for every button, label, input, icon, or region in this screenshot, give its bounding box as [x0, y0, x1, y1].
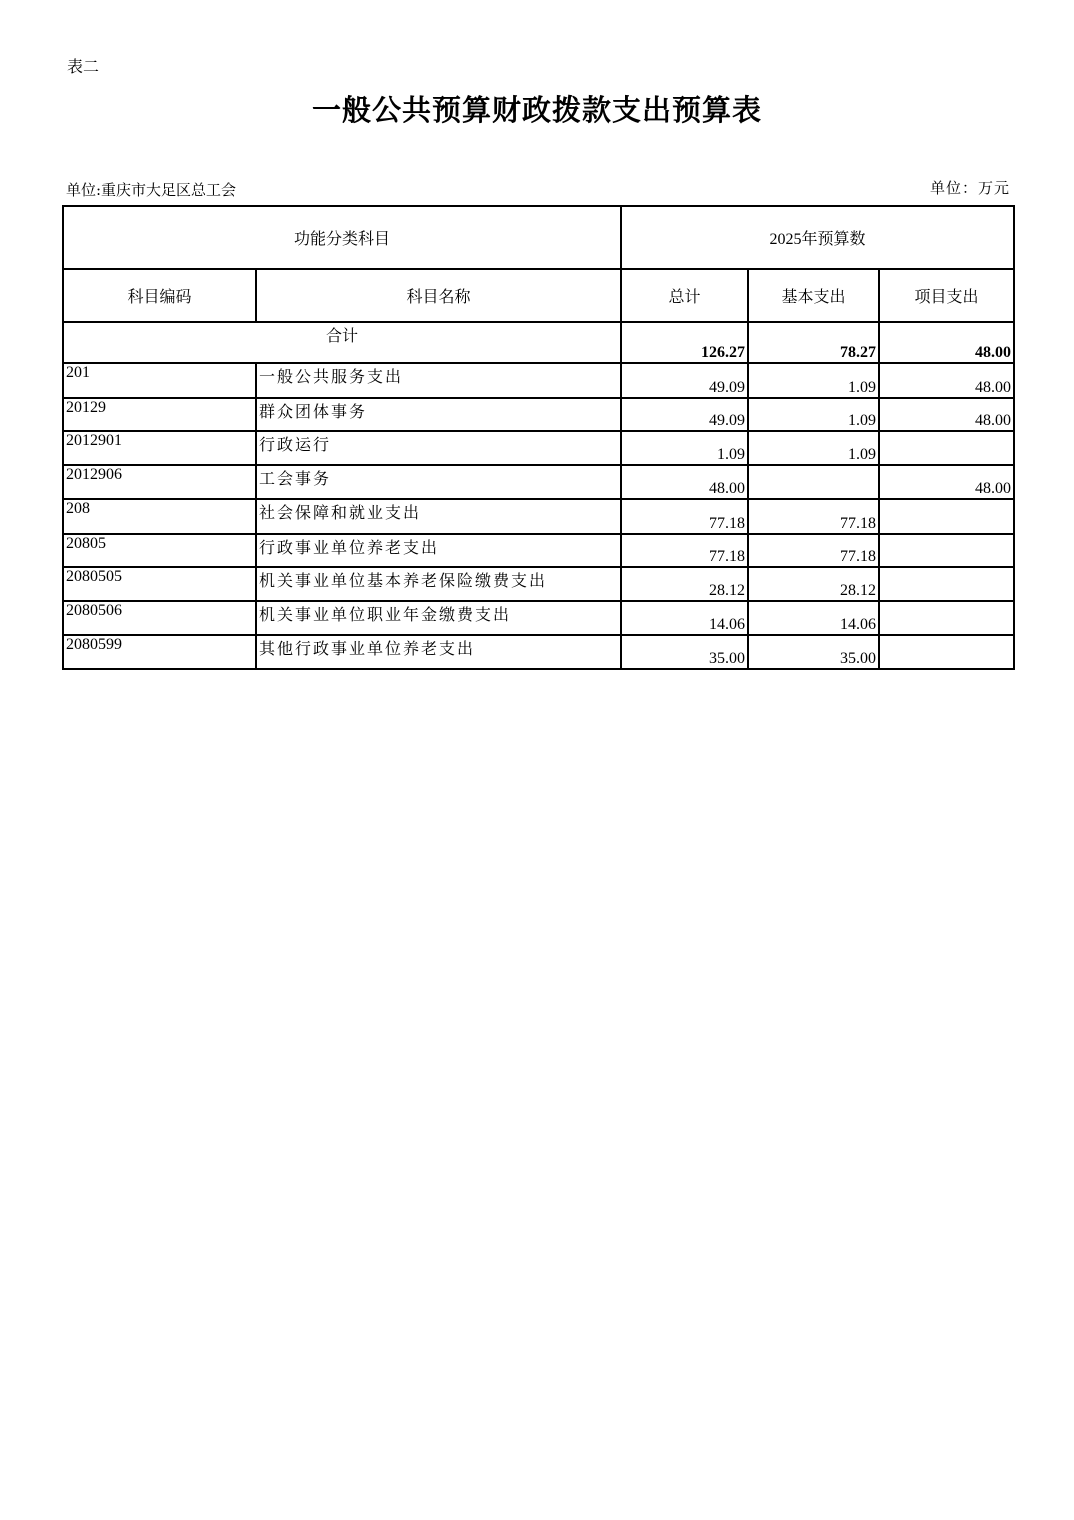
row-basic: 14.06 — [748, 601, 879, 635]
budget-table — [62, 205, 1015, 670]
row-total: 35.00 — [621, 635, 748, 669]
table-row — [63, 363, 1014, 398]
table-row — [63, 431, 1014, 465]
row-total: 49.09 — [621, 363, 748, 398]
row-project — [879, 635, 1014, 669]
row-basic — [748, 465, 879, 499]
row-code: 20805 — [63, 534, 256, 567]
unit-currency: 单位：万元 — [929, 179, 1010, 197]
row-total: 28.12 — [621, 567, 748, 601]
header-basic: 基本支出 — [748, 269, 879, 322]
row-total: 1.09 — [621, 431, 748, 465]
row-total: 14.06 — [621, 601, 748, 635]
row-name: 机关事业单位职业年金缴费支出 — [256, 601, 621, 635]
header-row-columns — [63, 269, 1014, 322]
table-row — [63, 534, 1014, 567]
row-code: 2012906 — [63, 465, 256, 499]
row-basic: 28.12 — [748, 567, 879, 601]
row-code: 2080506 — [63, 601, 256, 635]
row-code: 201 — [63, 363, 256, 398]
row-code: 2080505 — [63, 567, 256, 601]
row-project: 48.00 — [879, 398, 1014, 431]
row-basic: 1.09 — [748, 398, 879, 431]
table-row — [63, 601, 1014, 635]
header-project: 项目支出 — [879, 269, 1014, 322]
row-total: 77.18 — [621, 499, 748, 534]
row-project: 48.00 — [879, 465, 1014, 499]
header-total: 总计 — [621, 269, 748, 322]
row-project — [879, 499, 1014, 534]
header-functional-classification: 功能分类科目 — [63, 206, 621, 269]
row-code: 2012901 — [63, 431, 256, 465]
row-project: 48.00 — [879, 363, 1014, 398]
table-row — [63, 465, 1014, 499]
table-row — [63, 567, 1014, 601]
row-name: 行政事业单位养老支出 — [256, 534, 621, 567]
page-title: 一般公共预算财政拨款支出预算表 — [311, 93, 762, 127]
row-name: 社会保障和就业支出 — [256, 499, 621, 534]
row-code: 2080599 — [63, 635, 256, 669]
row-name: 工会事务 — [256, 465, 621, 499]
table-row — [63, 499, 1014, 534]
row-basic: 1.09 — [748, 363, 879, 398]
row-basic: 77.18 — [748, 534, 879, 567]
row-project — [879, 601, 1014, 635]
row-name: 群众团体事务 — [256, 398, 621, 431]
row-project — [879, 567, 1014, 601]
header-budget-year: 2025年预算数 — [621, 206, 1014, 269]
total-basic: 78.27 — [748, 322, 879, 363]
row-total: 77.18 — [621, 534, 748, 567]
unit-organization: 单位:重庆市大足区总工会 — [66, 181, 237, 199]
row-total: 49.09 — [621, 398, 748, 431]
row-code: 20129 — [63, 398, 256, 431]
row-project — [879, 431, 1014, 465]
row-name: 机关事业单位基本养老保险缴费支出 — [256, 567, 621, 601]
row-total: 48.00 — [621, 465, 748, 499]
total-project: 48.00 — [879, 322, 1014, 363]
table-row — [63, 635, 1014, 669]
total-label: 合计 — [63, 322, 621, 363]
row-name: 行政运行 — [256, 431, 621, 465]
total-total: 126.27 — [621, 322, 748, 363]
row-basic: 77.18 — [748, 499, 879, 534]
row-basic: 1.09 — [748, 431, 879, 465]
table-label: 表二 — [67, 57, 100, 76]
row-name: 其他行政事业单位养老支出 — [256, 635, 621, 669]
row-name: 一般公共服务支出 — [256, 363, 621, 398]
row-project — [879, 534, 1014, 567]
header-name: 科目名称 — [256, 269, 621, 322]
table-row — [63, 398, 1014, 431]
header-row-group — [63, 206, 1014, 269]
row-basic: 35.00 — [748, 635, 879, 669]
row-code: 208 — [63, 499, 256, 534]
total-row — [63, 322, 1014, 363]
header-code: 科目编码 — [63, 269, 256, 322]
